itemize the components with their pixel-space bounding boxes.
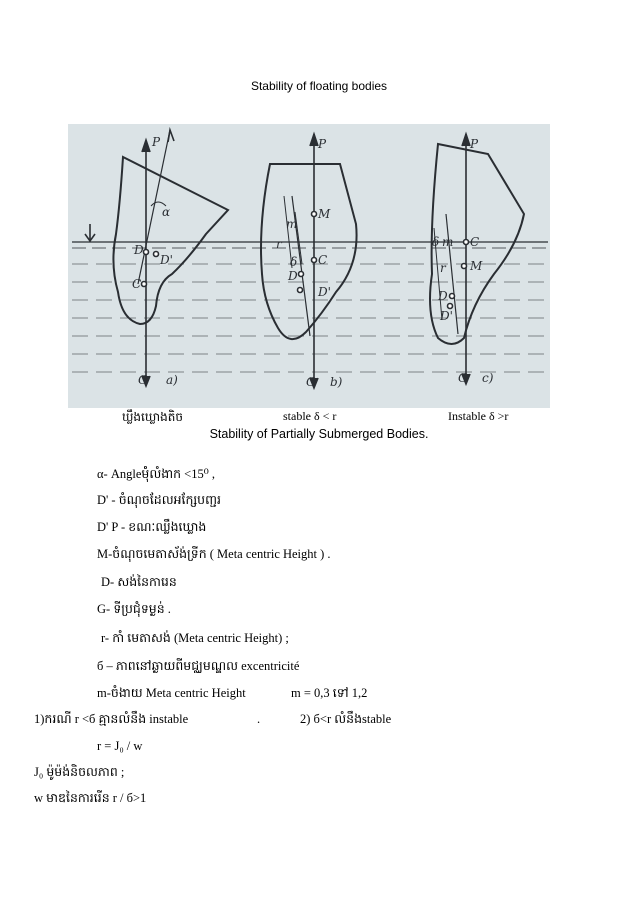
def-alpha: α- Angleម៉ុំលំងាក <15⁰ , — [97, 467, 215, 481]
formula-r: r = J₀ / w — [97, 739, 143, 753]
def-r: r- កាំ មេតាសង់ (Meta centric Height) ; — [101, 631, 289, 645]
label-M-b: M — [318, 207, 331, 221]
label-C-a: C — [132, 277, 142, 291]
panel-letter-c: c) — [482, 371, 494, 385]
def-m: m-ចំងាយ Meta centric Height — [97, 686, 246, 700]
label-Dp-c: D' — [440, 309, 453, 323]
label-G-b: G — [306, 375, 316, 389]
label-Dp-a: D' — [160, 253, 173, 267]
label-P-c: P — [470, 137, 479, 151]
label-Dp-b: D' — [318, 285, 331, 299]
label-M-c: M — [470, 259, 483, 273]
panel-letter-b: b) — [330, 375, 343, 389]
label-m-c: m — [442, 235, 454, 249]
label-r-b: r — [276, 237, 282, 251]
label-alpha-a: α — [162, 205, 171, 219]
label-m-b: m — [286, 217, 298, 231]
def-m-range: m = 0,3 ទៅ 1,2 — [291, 686, 368, 700]
caption-left: ឃ្លឹងឃ្លោងតិច — [122, 410, 183, 424]
label-P-b: P — [318, 137, 327, 151]
def-M: M-ចំណុចមេតាស័ង់ទ្រីក ( Meta centric Height ) . — [97, 547, 331, 561]
label-C-b: C — [318, 253, 328, 267]
label-delta-b: δ — [290, 255, 298, 269]
label-r-c: r — [440, 261, 446, 275]
def-D: D- សង់នៃការេន — [101, 575, 177, 589]
case-instable: 1)ករណី r <б គ្មានលំនឹង instable — [34, 712, 189, 726]
case-separator-dot: . — [257, 712, 261, 726]
figure-subtitle: Stability of Partially Submerged Bodies. — [209, 427, 429, 441]
def-delta: б – ភាពនៅឆ្ងាយពីមជ្ឈមណ្ឌល excentricité — [97, 659, 300, 673]
case-stable: 2) б<r លំនឹងstable — [300, 712, 392, 726]
label-D-b: D — [288, 269, 298, 283]
def-DP: D' P - ខណៈឈ្លឹងឃ្លោង — [97, 520, 207, 534]
label-G-c: G — [458, 371, 468, 385]
caption-instable: Instable δ >r — [448, 409, 509, 423]
label-C-c: C — [470, 235, 480, 249]
label-D-a: D — [134, 243, 144, 257]
caption-stable: stable δ < r — [283, 409, 337, 423]
page-title: Stability of floating bodies — [250, 79, 388, 93]
def-J0: J₀ ម៉ូម៉ង់និចលភាព ; — [34, 765, 125, 779]
def-G: G- ទីប្រជុំទម្ងន់ . — [97, 602, 171, 616]
def-w: w មាឌនៃការរើន r / б>1 — [34, 791, 147, 805]
label-D-c: D — [438, 289, 448, 303]
label-delta-c: δ — [432, 235, 440, 249]
def-D-prime: D' - ចំណុចដែលអក្សែបញ្ជរ — [97, 493, 221, 507]
label-P-a: P — [152, 135, 161, 149]
floating-bodies-figure — [68, 124, 550, 408]
panel-letter-a: a) — [166, 373, 178, 387]
label-G-a: G — [138, 373, 148, 387]
